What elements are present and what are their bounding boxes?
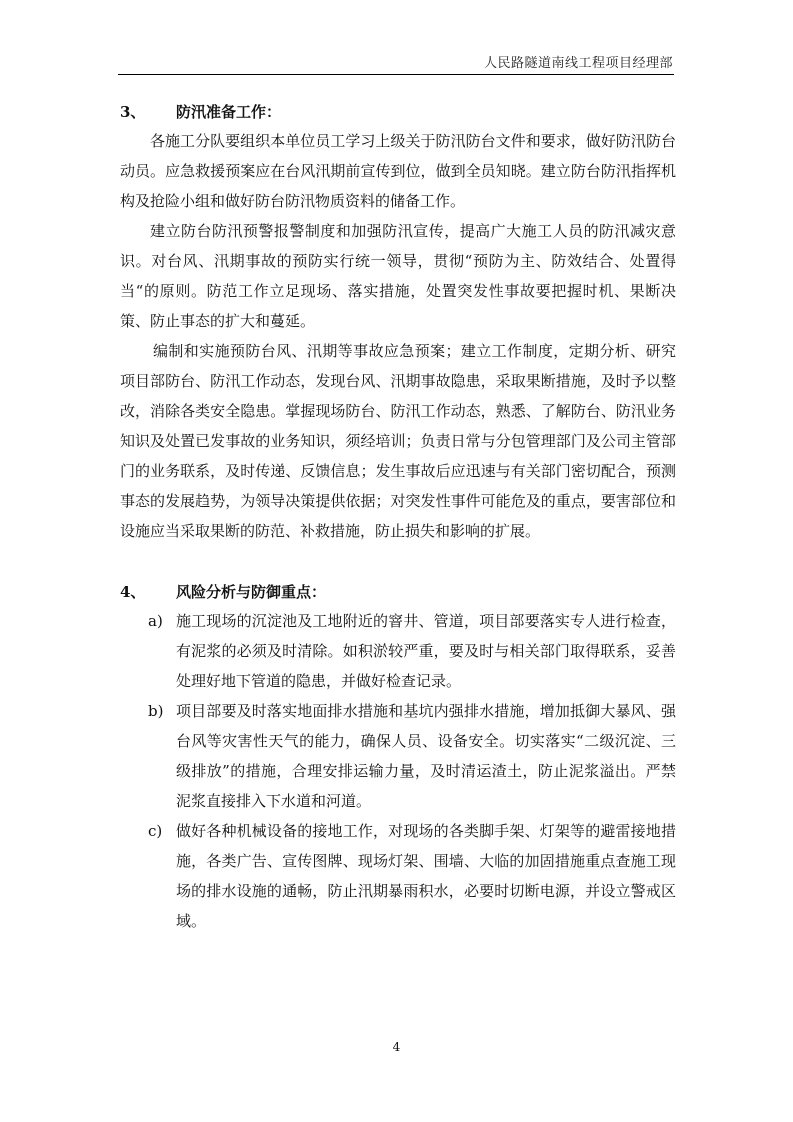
list-marker: c) bbox=[148, 822, 163, 840]
section-3-number: 3、 bbox=[120, 102, 146, 121]
section-3-paragraph-1: 各施工分队要组织本单位员工学习上级关于防汛防台文件和要求，做好防汛防台动员。应急救援预案应在台风汛期前宣传到位，做到全员知晓。建立防台防汛指挥机构及抢险小组和做好防台防汛物质资料的储备工作。 bbox=[120, 132, 676, 210]
section-3-paragraph-3: 编制和实施预防台风、汛期等事故应急预案；建立工作制度，定期分析、研究项目部防台、防汛工作动态，发现台风、汛期事故隐患，采取果断措施，及时予以整改，消除各类安全隐患。掌握现场防台、防汛工作动态，熟悉、了解防台、防汛业务知识及处置已发事故的业务知识，须经培训；负责日常与分包管理部门及公司主管部门的业务联系，及时传递、反馈信息；发生事故后应迅速与有关部门密切配合，预测事态的发展趋势，为领导决策提供依据；对突发性事件可能危及的重点，要害部位和设施应当采取果断的防范、补救措施，防止损失和影响的扩展。 bbox=[120, 342, 676, 540]
section-3-title: 防汛准备工作： bbox=[176, 102, 282, 121]
list-item-text: 做好各种机械设备的接地工作，对现场的各类脚手架、灯架等的避雷接地措施，各类广告、宣传图牌、现场灯架、围墙、大临的加固措施重点查施工现场的排水设施的通畅，防止汛期暴雨积水，必要时切断电源，并设立警戒区域。 bbox=[176, 822, 676, 930]
list-item-b bbox=[120, 696, 676, 816]
page-number: 4 bbox=[392, 1040, 401, 1054]
list-item-text: 项目部要及时落实地面排水措施和基坑内强排水措施，增加抵御大暴风、强台风等灾害性天气的能力，确保人员、设备安全。切实落实“二级沉淀、三级排放”的措施，合理安排运输力量，及时清运渣土，防止泥浆溢出。严禁泥浆直接排入下水道和河道。 bbox=[176, 702, 676, 810]
section-4-number: 4、 bbox=[120, 582, 146, 601]
list-item-c bbox=[120, 816, 676, 936]
list-marker: b) bbox=[148, 702, 164, 720]
section-3-heading bbox=[120, 96, 676, 126]
section-spacer bbox=[120, 546, 676, 576]
list-item-text: 施工现场的沉淀池及工地附近的窨井、管道，项目部要落实专人进行检查，有泥浆的必须及时清除。如积淤较严重，要及时与相关部门取得联系，妥善处理好地下管道的隐患，并做好检查记录。 bbox=[176, 612, 676, 690]
list-marker: a) bbox=[148, 612, 163, 630]
section-4-title: 风险分析与防御重点： bbox=[176, 582, 327, 601]
list-item-a bbox=[120, 606, 676, 696]
running-header: 人民路隧道南线工程项目经理部 bbox=[483, 56, 673, 71]
document-body bbox=[120, 96, 676, 936]
header-divider bbox=[118, 74, 674, 75]
section-3-paragraph-2: 建立防台防汛预警报警制度和加强防汛宣传，提高广大施工人员的防汛减灾意识。对台风、汛期事故的预防实行统一领导，贯彻“预防为主、防效结合、处置得当“的原则。防范工作立足现场、落实措施，处置突发性事故要把握时机、果断决策、防止事态的扩大和蔓延。 bbox=[120, 222, 676, 330]
section-4-heading bbox=[120, 576, 676, 606]
